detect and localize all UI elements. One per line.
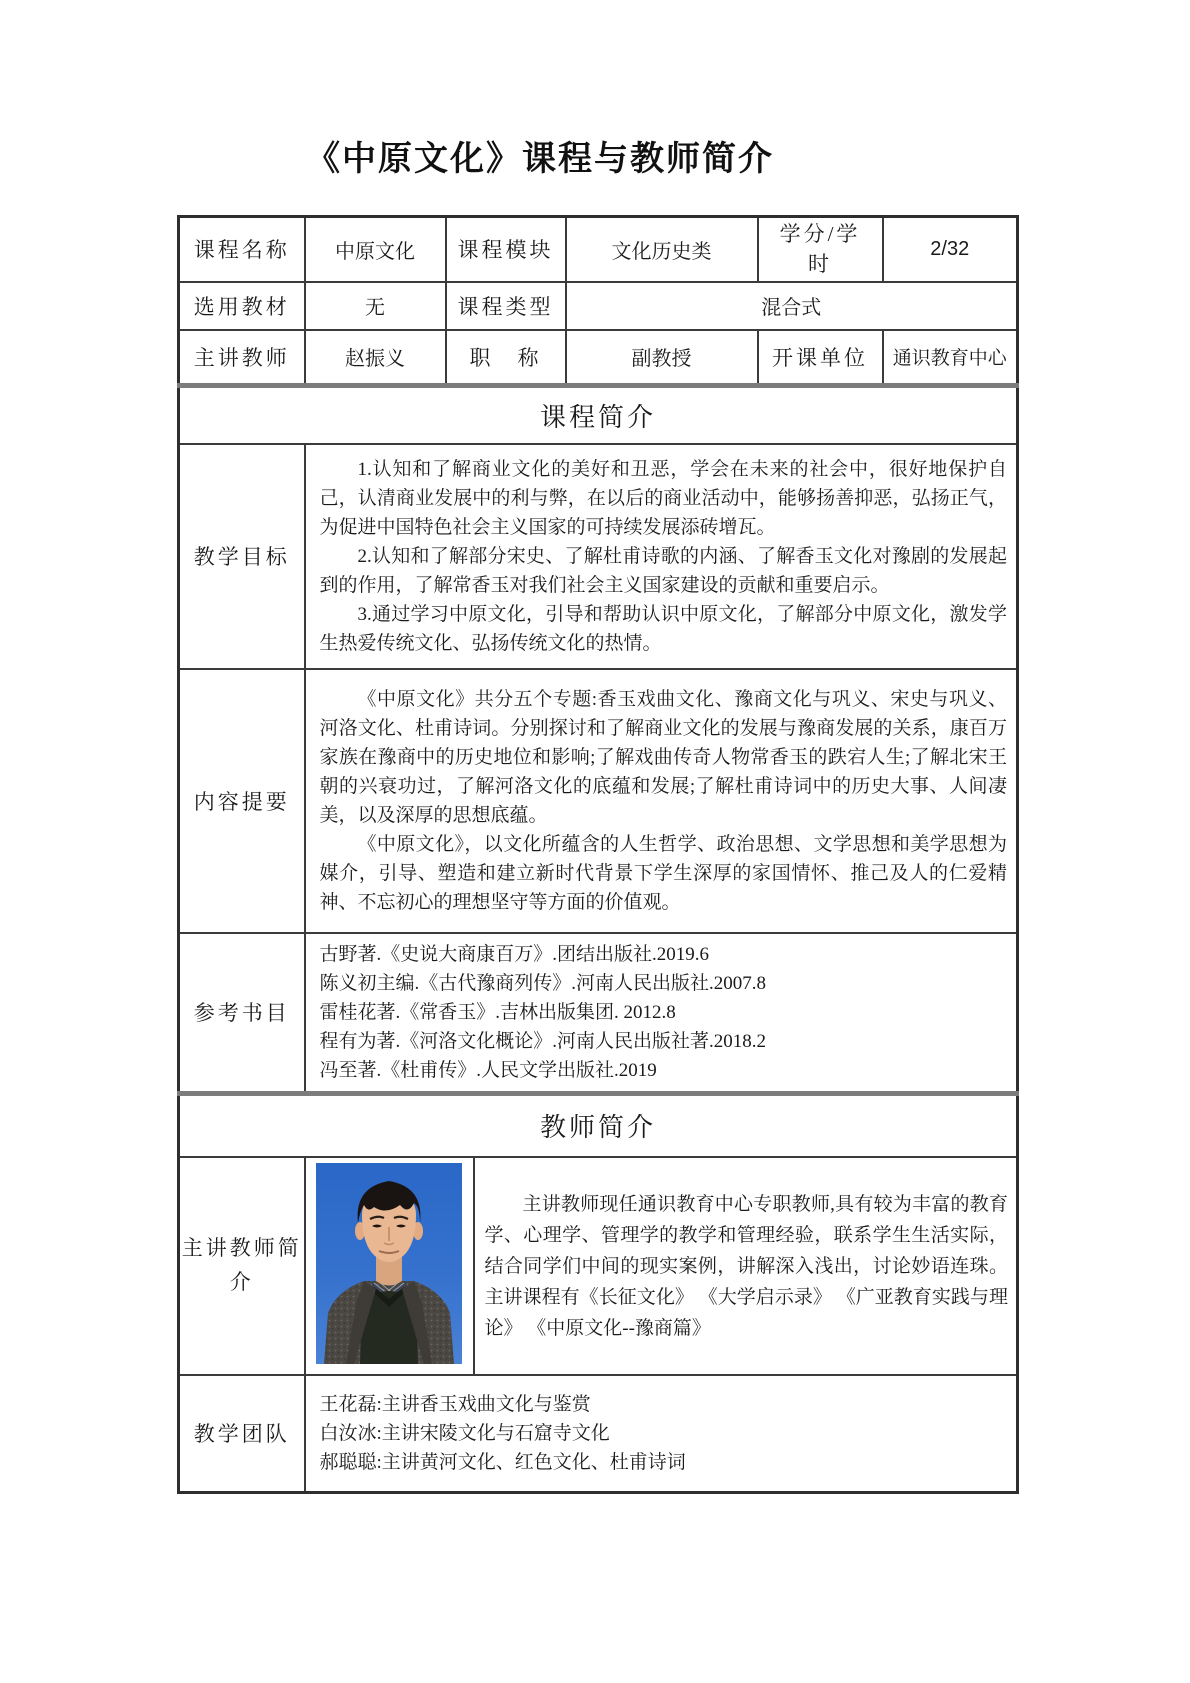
teacher-label: 主讲教师 — [179, 330, 305, 386]
course-module-value: 文化历史类 — [566, 217, 758, 282]
summary-paragraph: 《中原文化》共分五个专题:香玉戏曲文化、豫商文化与巩义、宋史与巩义、河洛文化、杜甫诗词。分别探讨和了解商业文化的发展与豫商发展的关系，康百万家族在豫商中的历史地位和影响;了解戏曲传奇人物常香玉的跌宕人生;了解北宋王朝的兴衰功过，了解河洛文化的底蕴和发展;了解杜甫诗词中的历史大事、人间凄美，以及深厚的思想底蕴。 — [319, 688, 1007, 826]
textbook-label: 选用教材 — [179, 282, 305, 330]
team-member-item: 王花磊:主讲香玉戏曲文化与鉴赏 — [319, 1393, 591, 1415]
document-title: 《中原文化》课程与教师简介 — [306, 141, 774, 178]
row-textbook — [179, 282, 1018, 330]
teacher-profile-label: 主讲教师简介 — [179, 1157, 305, 1375]
team-label: 教学团队 — [179, 1375, 305, 1492]
row-teacher-intro-header — [179, 1093, 1018, 1157]
summary-paragraph: 《中原文化》，以文化所蕴含的人生哲学、政治思想、文学思想和美学思想为媒介，引导、塑造和建立新时代背景下学生深厚的家国情怀、推己及人的仁爱精神、不忘初心的理想坚守等方面的价值观。 — [319, 833, 1007, 913]
teacher-intro-header: 教师简介 — [179, 1093, 1018, 1157]
row-teacher-profile — [179, 1157, 1018, 1375]
course-intro-header: 课程简介 — [179, 386, 1018, 444]
unit-label: 开课单位 — [758, 330, 883, 386]
teacher-photo — [316, 1163, 462, 1364]
course-name-value: 中原文化 — [305, 217, 446, 282]
teacher-profile-paragraph: 主讲教师现任通识教育中心专职教师,具有较为丰富的教育学、心理学、管理学的教学和管理经验，联系学生生活实际，结合同学们中间的现实案例，讲解深入浅出，讨论妙语连珠。主讲课程有《长征文化》 《大学启示录》 《广亚教育实践与理论》 《中原文化--豫商篇》 — [484, 1193, 1008, 1339]
references-list — [305, 933, 1018, 1094]
team-member-item: 郝聪聪:主讲黄河文化、红色文化、杜甫诗词 — [319, 1451, 686, 1473]
row-teacher — [179, 330, 1018, 386]
course-type-label: 课程类型 — [446, 282, 566, 330]
course-type-value: 混合式 — [566, 282, 1018, 330]
team-member-item: 白汝冰:主讲宋陵文化与石窟寺文化 — [319, 1422, 610, 1444]
objectives-text — [305, 444, 1018, 669]
objectives-paragraph: 2.认知和了解部分宋史、了解杜甫诗歌的内涵、了解香玉文化对豫剧的发展起到的作用，了解常香玉对我们社会主义国家建设的贡献和重要启示。 — [319, 545, 1007, 596]
rank-value: 副教授 — [566, 330, 758, 386]
reference-item: 陈义初主编.《古代豫商列传》.河南人民出版社.2007.8 — [319, 972, 767, 994]
course-info-table — [177, 215, 1019, 1494]
teacher-profile-text — [474, 1157, 1018, 1375]
team-list — [305, 1375, 1018, 1492]
references-label: 参考书目 — [179, 933, 305, 1094]
row-summary — [179, 669, 1018, 933]
row-course-name — [179, 217, 1018, 282]
credit-hours-value: 2/32 — [883, 217, 1018, 282]
objectives-label: 教学目标 — [179, 444, 305, 669]
objectives-paragraph: 1.认知和了解商业文化的美好和丑恶，学会在未来的社会中，很好地保护自己，认清商业发展中的利与弊，在以后的商业活动中，能够扬善抑恶，弘扬正气，为促进中国特色社会主义国家的可持续发展添砖增瓦。 — [319, 458, 1007, 538]
rank-label: 职 称 — [446, 330, 566, 386]
reference-item: 古野著.《史说大商康百万》.团结出版社.2019.6 — [319, 943, 710, 965]
row-objectives — [179, 444, 1018, 669]
textbook-value: 无 — [305, 282, 446, 330]
credit-hours-label: 学分/学时 — [758, 217, 883, 282]
row-course-intro-header — [179, 386, 1018, 444]
teacher-value: 赵振义 — [305, 330, 446, 386]
reference-item: 冯至著.《杜甫传》.人民文学出版社.2019 — [319, 1059, 657, 1081]
row-team — [179, 1375, 1018, 1492]
reference-item: 雷桂花著.《常香玉》.吉林出版集团. 2012.8 — [319, 1001, 676, 1023]
course-name-label: 课程名称 — [179, 217, 305, 282]
course-module-label: 课程模块 — [446, 217, 566, 282]
teacher-photo-cell — [305, 1157, 474, 1375]
row-references — [179, 933, 1018, 1094]
objectives-paragraph: 3.通过学习中原文化，引导和帮助认识中原文化，了解部分中原文化，激发学生热爱传统文化、弘扬传统文化的热情。 — [319, 603, 1007, 654]
reference-item: 程有为著.《河洛文化概论》.河南人民出版社著.2018.2 — [319, 1030, 767, 1052]
summary-text — [305, 669, 1018, 933]
summary-label: 内容提要 — [179, 669, 305, 933]
unit-value: 通识教育中心 — [883, 330, 1018, 386]
